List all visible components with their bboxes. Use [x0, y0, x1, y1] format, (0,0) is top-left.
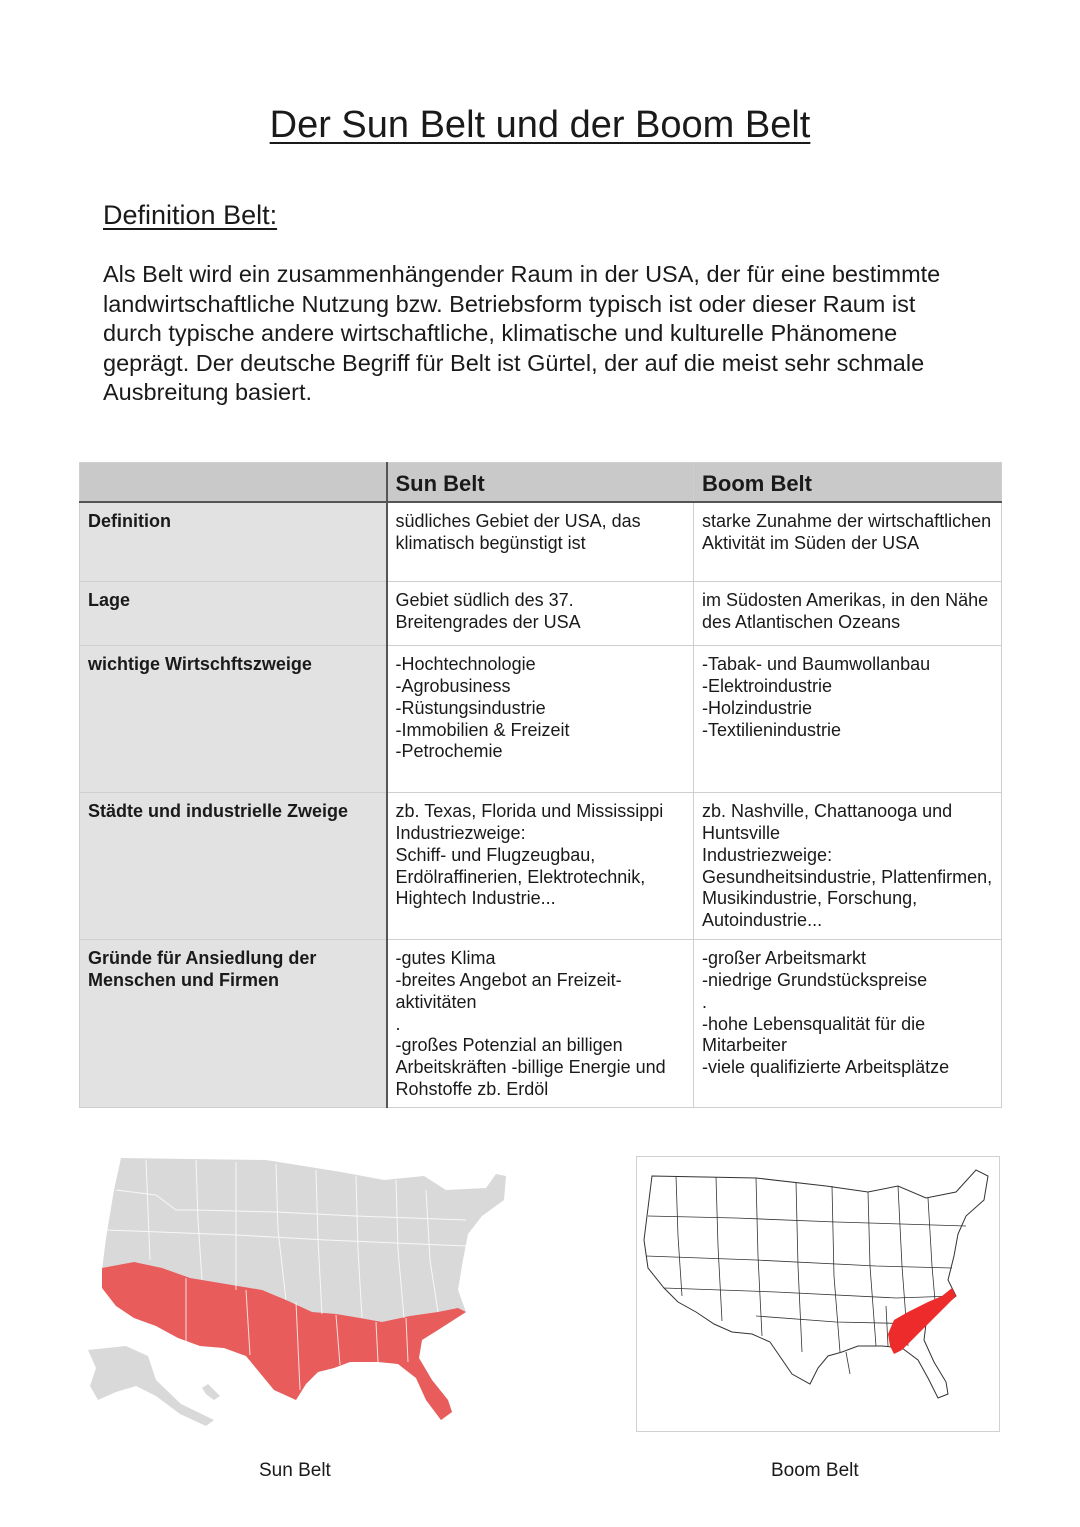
table-header-empty	[80, 463, 387, 502]
boom-belt-cell: -großer Arbeitsmarkt -niedrige Grundstückspreise . -hohe Lebensqualität für die Mitarbeiter -viele qualifizierte Arbeitsplätze	[694, 940, 1002, 1108]
sun-belt-cell: zb. Texas, Florida und Mississippi Industriezweige: Schiff- und Flugzeugbau, Erdölraffinerien, Elektrotechnik, Hightech Industrie...	[387, 793, 694, 940]
page-title: Der Sun Belt und der Boom Belt	[269, 104, 811, 146]
boom-belt-caption: Boom Belt	[771, 1460, 859, 1481]
table-header-sun-belt: Sun Belt	[387, 463, 694, 502]
boom-belt-cell: zb. Nashville, Chattanooga und Huntsville Industriezweige: Gesundheitsindustrie, Plattenfirmen, Musikindustrie, Forschung, Autoindustrie...	[694, 793, 1002, 940]
table-header-row	[80, 463, 1002, 502]
sun-belt-cell: -gutes Klima -breites Angebot an Freizeit-aktivitäten . -großes Potenzial an billigen Arbeitskräften -billige Energie und Rohstoffe zb. Erdöl	[387, 940, 694, 1108]
row-label: wichtige Wirtschftszweige	[80, 646, 387, 793]
sun-belt-cell: südliches Gebiet der USA, das klimatisch begünstigt ist	[387, 502, 694, 582]
table-row	[80, 582, 1002, 646]
definition-text: Als Belt wird ein zusammenhängender Raum in der USA, der für eine bestimmte landwirtschaftliche Nutzung bzw. Betriebsform typisch ist oder dieser Raum ist durch typische andere wirtschaftliche, klimatische und kulturelle Phänomene geprägt. Der deutsche Begriff für Belt ist Gürtel, der auf die meist sehr schmale Ausbreitung basiert.	[103, 261, 941, 405]
boom-belt-map	[636, 1156, 1000, 1432]
row-label: Definition	[80, 502, 387, 582]
sun-belt-map	[86, 1150, 516, 1430]
table-row	[80, 646, 1002, 793]
boom-belt-cell: -Tabak- und Baumwollanbau -Elektroindustrie -Holzindustrie -Textilienindustrie	[694, 646, 1002, 793]
table-header-boom-belt: Boom Belt	[694, 463, 1002, 502]
row-label: Lage	[80, 582, 387, 646]
sun-belt-caption: Sun Belt	[259, 1460, 331, 1481]
sun-belt-cell: -Hochtechnologie -Agrobusiness -Rüstungsindustrie -Immobilien & Freizeit -Petrochemie	[387, 646, 694, 793]
boom-belt-cell: im Südosten Amerikas, in den Nähe des Atlantischen Ozeans	[694, 582, 1002, 646]
comparison-table	[79, 462, 1002, 1108]
table-row	[80, 940, 1002, 1108]
table-row	[80, 502, 1002, 582]
row-label: Städte und industrielle Zweige	[80, 793, 387, 940]
table-row	[80, 793, 1002, 940]
row-label: Gründe für Ansiedlung der Menschen und Firmen	[80, 940, 387, 1108]
boom-belt-cell: starke Zunahme der wirtschaftlichen Aktivität im Süden der USA	[694, 502, 1002, 582]
sun-belt-cell: Gebiet südlich des 37. Breitengrades der USA	[387, 582, 694, 646]
definition-heading: Definition Belt:	[103, 200, 278, 230]
